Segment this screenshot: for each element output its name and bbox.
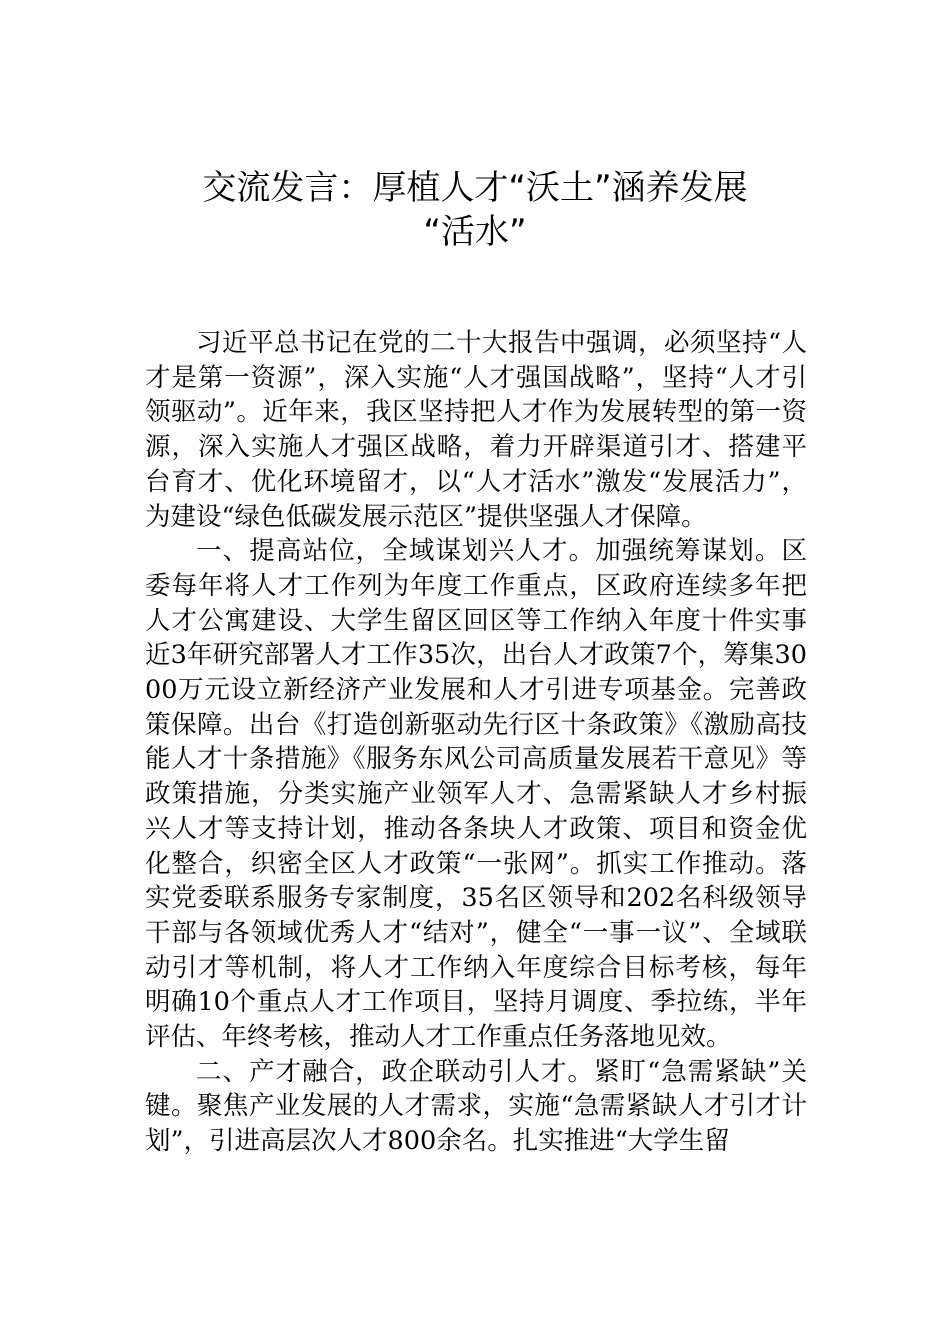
document-body [145,326,807,1159]
document-title-line2: “活水” [423,212,527,252]
section-one-paragraph: 一、提高站位，全域谋划兴人才。加强统筹谋划。区委每年将人才工作列为年度工作重点，区政府连续多年把人才公寓建设、大学生留区回区等工作纳入年度十件实事近3年研究部署人才工作35次，出台人才政策7个，筹集3000万元设立新经济产业发展和人才引进专项基金。完善政策保障。出台《打造创新驱动先行区十条政策》《激励高技能人才十条措施》《服务东风公司高质量发展若干意见》等政策措施，分类实施产业领军人才、急需紧缺人才乡村振兴人才等支持计划，推动各条块人才政策、项目和资金优化整合，织密全区人才政策“一张网”。抓实工作推动。落实党委联系服务专家制度，35名区领导和202名科级领导干部与各领域优秀人才“结对”，健全“一事一议”、全域联动引才等机制，将人才工作纳入年度综合目标考核，每年明确10个重点人才工作项目，坚持月调度、季拉练，半年评估、年终考核，推动人才工作重点任务落地见效。 [145,536,807,1053]
intro-paragraph: 习近平总书记在党的二十大报告中强调，必须坚持“人才是第一资源”，深入实施“人才强国战略”，坚持“人才引领驱动”。近年来，我区坚持把人才作为发展转型的第一资源，深入实施人才强区战略，着力开辟渠道引才、搭建平台育才、优化环境留才，以“人才活水”激发“发展活力”，为建设“绿色低碳发展示范区”提供坚强人才保障。 [145,328,807,532]
section-two-paragraph: 二、产才融合，政企联动引人才。紧盯“急需紧缺”关键。聚焦产业发展的人才需求，实施“急需紧缺人才引才计划”，引进高层次人才800余名。扎实推进“大学生留 [145,1056,807,1157]
document-title-line1: 交流发言：厚植人才“沃土”涵养发展 [202,168,748,208]
